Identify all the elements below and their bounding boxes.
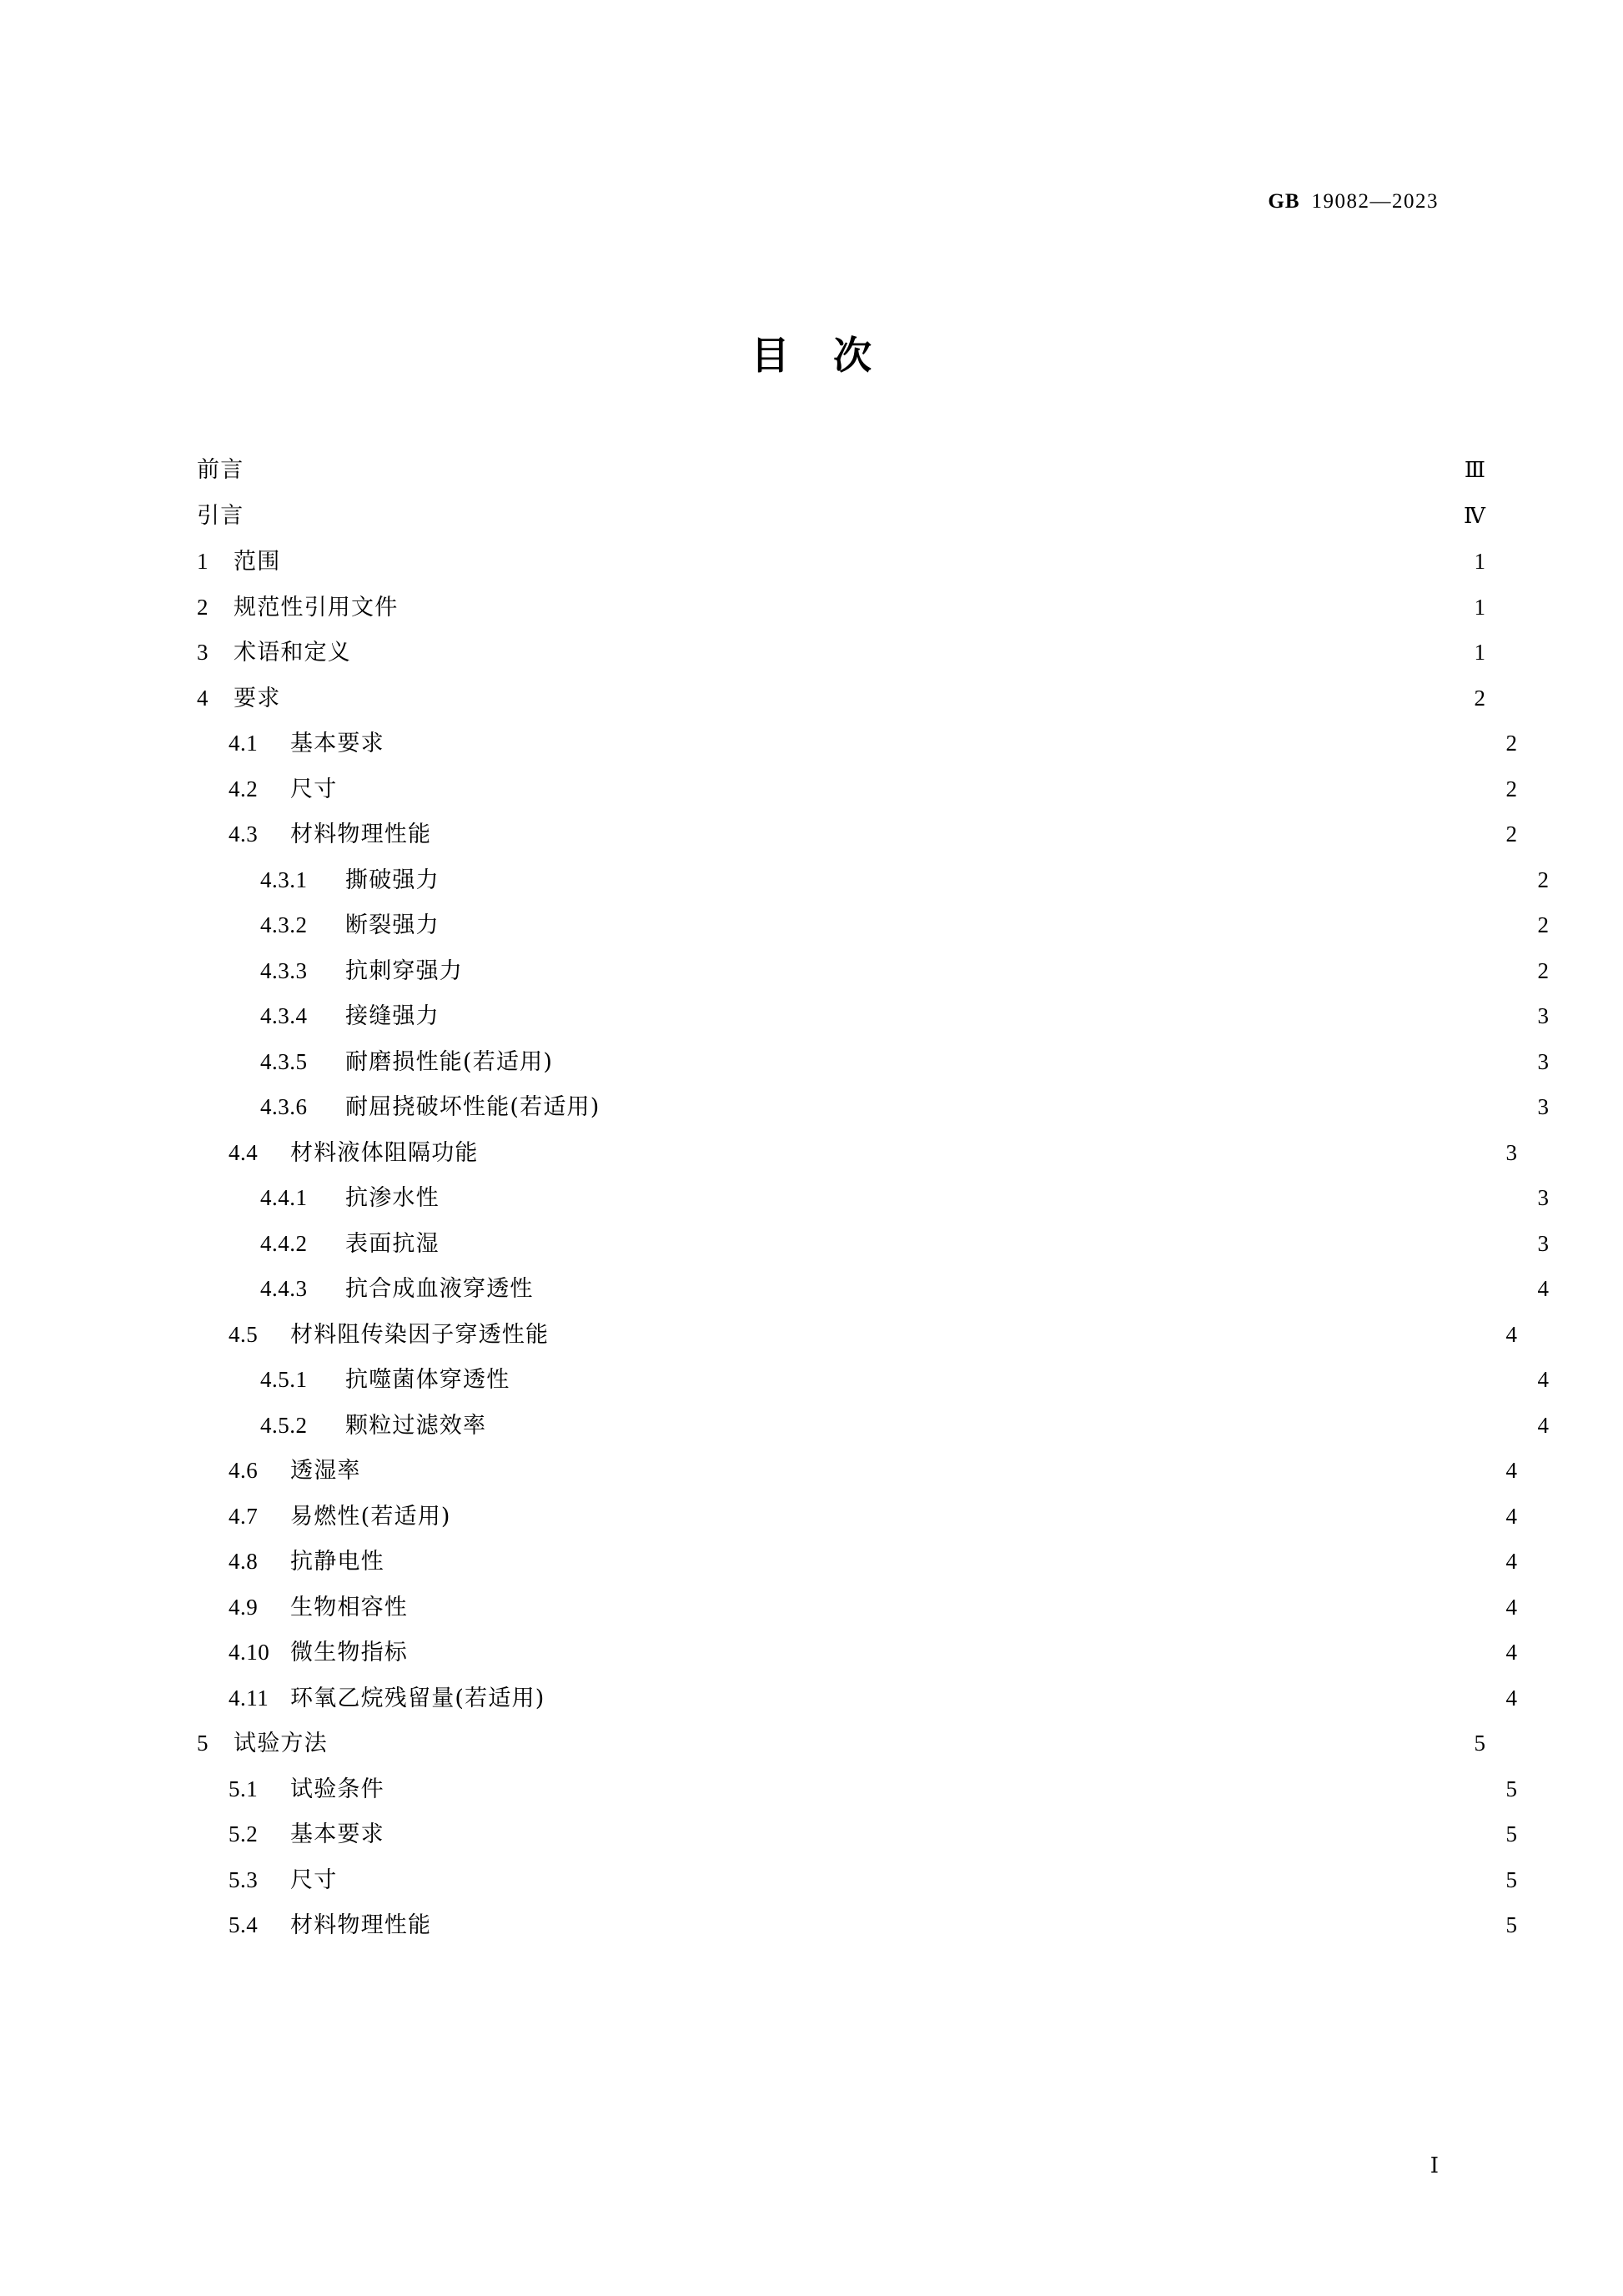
toc-entry-page-number: 4: [1537, 1276, 1549, 1301]
toc-entry-page-number: 4: [1505, 1640, 1517, 1665]
toc-entry-label: 材料液体阻隔功能: [290, 1139, 479, 1166]
toc-entry-page-number: 2: [1505, 731, 1517, 756]
toc-entry[interactable]: [197, 1266, 1549, 1312]
toc-entry-label: 表面抗湿: [345, 1230, 440, 1257]
toc-dot-leader: [254, 500, 1442, 523]
toc-dot-leader: [450, 1228, 1505, 1251]
toc-dot-leader: [371, 1455, 1474, 1478]
toc-entry-number: 4.3.4: [260, 1003, 308, 1028]
toc-entry[interactable]: [197, 630, 1485, 676]
toc-entry[interactable]: [197, 993, 1549, 1039]
toc-dot-leader: [290, 546, 1442, 569]
toc-entry-page-number: 4: [1505, 1685, 1517, 1711]
toc-entry-label: 范围: [234, 549, 281, 575]
toc-entry-page-number: 4: [1505, 1594, 1517, 1620]
toc-entry[interactable]: [197, 448, 1485, 494]
toc-dot-leader: [450, 1183, 1505, 1205]
toc-entry[interactable]: [197, 494, 1485, 540]
toc-entry-label: 耐屈挠破坏性能(若适用): [345, 1094, 600, 1120]
toc-dot-leader: [489, 1138, 1474, 1160]
toc-dot-leader: [555, 1683, 1474, 1706]
toc-dot-leader: [450, 865, 1505, 887]
toc-entry-page-number: 1: [1474, 594, 1485, 620]
toc-entry[interactable]: [197, 1039, 1549, 1085]
toc-entry-page-number: 2: [1537, 867, 1549, 892]
toc-entry-page-number: 1: [1474, 549, 1485, 574]
toc-entry-number: 4.11: [229, 1685, 269, 1711]
toc-entry-label: 规范性引用文件: [234, 594, 399, 620]
standard-number-header: [1268, 190, 1439, 214]
toc-entry-page-number: 5: [1474, 1731, 1485, 1756]
toc-entry-page-number: 4: [1537, 1412, 1549, 1438]
toc-entry-number: 4.5: [229, 1321, 259, 1347]
toc-entry-number: 1: [197, 549, 209, 574]
toc-entry-number: 4.3.1: [260, 867, 308, 892]
toc-entry[interactable]: [197, 1312, 1517, 1358]
toc-entry[interactable]: [197, 948, 1549, 994]
toc-dot-leader: [254, 455, 1442, 477]
toc-dot-leader: [361, 637, 1442, 660]
toc-entry-number: 4.8: [229, 1549, 259, 1574]
toc-entry-number: 5.3: [229, 1866, 259, 1892]
toc-entry[interactable]: [197, 1130, 1517, 1176]
toc-entry-page-number: 2: [1505, 821, 1517, 847]
toc-entry-page-number: 4: [1505, 1503, 1517, 1529]
toc-entry[interactable]: [197, 857, 1549, 903]
toc-dot-leader: [408, 592, 1442, 615]
toc-entry-number: 4.2: [229, 776, 259, 801]
toc-entry-label: 前言: [197, 457, 244, 483]
standard-number: 19082—2023: [1311, 190, 1439, 213]
toc-entry-number: 2: [197, 594, 209, 620]
toc-entry-label: 引言: [197, 502, 244, 529]
toc-entry-label: 尺寸: [290, 776, 338, 802]
toc-entry[interactable]: [197, 902, 1549, 948]
page-title-char-2: 次: [833, 334, 872, 377]
toc-entry[interactable]: [197, 676, 1485, 721]
toc-entry-page-number: 4: [1505, 1321, 1517, 1347]
toc-entry[interactable]: [197, 1630, 1517, 1676]
toc-entry-label: 接缝强力: [345, 1003, 440, 1029]
toc-entry-label: 断裂强力: [345, 912, 440, 938]
toc-entry-number: 4.6: [229, 1458, 259, 1483]
toc-entry[interactable]: [197, 1403, 1549, 1449]
toc-entry-label: 透湿率: [290, 1458, 361, 1484]
toc-entry-page-number: Ⅲ: [1464, 458, 1485, 482]
toc-entry[interactable]: [197, 585, 1485, 631]
toc-entry-label: 颗粒过滤效率: [345, 1412, 487, 1439]
toc-dot-leader: [441, 1910, 1474, 1932]
toc-entry-page-number: 2: [1537, 957, 1549, 983]
toc-dot-leader: [559, 1319, 1474, 1342]
toc-entry-page-number: 3: [1537, 1003, 1549, 1028]
toc-entry-page-number: 3: [1537, 1230, 1549, 1256]
toc-entry[interactable]: [197, 1721, 1485, 1766]
toc-dot-leader: [338, 1728, 1442, 1751]
toc-dot-leader: [544, 1274, 1505, 1296]
toc-dot-leader: [450, 910, 1505, 932]
page-footer-number: Ⅰ: [1430, 2153, 1439, 2178]
toc-entry-number: 4.4: [229, 1139, 259, 1165]
toc-dot-leader: [473, 956, 1505, 978]
toc-entry-number: 4.10: [229, 1640, 270, 1665]
toc-entry-number: 4.4.3: [260, 1276, 308, 1301]
toc-entry-label: 尺寸: [290, 1866, 338, 1893]
toc-entry-number: 4.5.2: [260, 1412, 308, 1438]
toc-entry-number: 4.3.3: [260, 957, 308, 983]
toc-dot-leader: [563, 1047, 1505, 1069]
toc-entry-number: 4: [197, 685, 209, 711]
toc-entry[interactable]: [197, 1766, 1517, 1812]
toc-dot-leader: [347, 1865, 1474, 1887]
toc-dot-leader: [347, 774, 1474, 796]
toc-dot-leader: [461, 1501, 1474, 1524]
toc-entry-label: 抗刺穿强力: [345, 957, 463, 984]
toc-entry-label: 撕破强力: [345, 867, 440, 893]
toc-entry-page-number: 3: [1537, 1185, 1549, 1210]
toc-dot-leader: [394, 1819, 1474, 1841]
toc-entry-number: 4.3.5: [260, 1048, 308, 1074]
toc-dot-leader: [418, 1592, 1474, 1615]
table-of-contents: [197, 448, 1549, 1948]
toc-entry-label: 抗合成血液穿透性: [345, 1276, 534, 1302]
toc-entry-label: 抗噬菌体穿透性: [345, 1367, 510, 1393]
toc-entry-page-number: 5: [1505, 1912, 1517, 1937]
toc-entry-label: 材料物理性能: [290, 1912, 432, 1938]
toc-entry-page-number: 4: [1505, 1458, 1517, 1483]
toc-entry[interactable]: [197, 1539, 1517, 1585]
toc-entry-page-number: 4: [1505, 1549, 1517, 1574]
toc-entry-page-number: Ⅳ: [1464, 503, 1485, 528]
toc-dot-leader: [418, 1637, 1474, 1660]
toc-entry-page-number: 3: [1537, 1094, 1549, 1119]
toc-entry[interactable]: [197, 1084, 1549, 1130]
toc-entry[interactable]: [197, 811, 1517, 857]
toc-dot-leader: [610, 1092, 1505, 1114]
toc-entry-number: 4.1: [229, 731, 259, 756]
toc-entry[interactable]: [197, 1494, 1517, 1540]
toc-dot-leader: [520, 1364, 1505, 1387]
toc-dot-leader: [496, 1410, 1505, 1433]
toc-dot-leader: [394, 1546, 1474, 1569]
toc-dot-leader: [394, 1774, 1474, 1796]
toc-entry-page-number: 5: [1505, 1821, 1517, 1846]
toc-entry-label: 抗静电性: [290, 1549, 384, 1575]
toc-entry-page-number: 2: [1474, 685, 1485, 711]
toc-entry-number: 4.9: [229, 1594, 259, 1620]
toc-entry-label: 基本要求: [290, 1821, 384, 1847]
toc-entry[interactable]: [197, 1902, 1517, 1948]
toc-entry-label: 材料物理性能: [290, 821, 432, 847]
toc-entry[interactable]: [197, 721, 1517, 766]
toc-entry-number: 4.4.1: [260, 1185, 308, 1210]
toc-entry-number: 3: [197, 640, 209, 665]
toc-entry[interactable]: [197, 1175, 1549, 1221]
toc-entry[interactable]: [197, 1448, 1517, 1494]
toc-entry-label: 材料阻传染因子穿透性能: [290, 1321, 550, 1348]
toc-entry-label: 基本要求: [290, 731, 384, 756]
toc-entry-label: 微生物指标: [290, 1640, 408, 1665]
toc-entry-label: 抗渗水性: [345, 1185, 440, 1211]
toc-entry-page-number: 2: [1537, 912, 1549, 937]
toc-entry-label: 生物相容性: [290, 1594, 408, 1620]
toc-entry-label: 环氧乙烷残留量(若适用): [290, 1685, 545, 1711]
page-title-char-1: 目: [751, 334, 790, 377]
toc-dot-leader: [394, 728, 1474, 751]
toc-entry-label: 试验条件: [290, 1776, 384, 1802]
toc-entry-number: 4.3.6: [260, 1094, 308, 1119]
toc-entry-label: 易燃性(若适用): [290, 1503, 451, 1530]
toc-entry-page-number: 4: [1537, 1367, 1549, 1392]
toc-entry-number: 5: [197, 1731, 209, 1756]
toc-entry[interactable]: [197, 1357, 1549, 1403]
toc-entry-label: 耐磨损性能(若适用): [345, 1048, 554, 1075]
toc-entry[interactable]: [197, 1585, 1517, 1630]
toc-entry-number: 4.3.2: [260, 912, 308, 937]
toc-entry-number: 4.5.1: [260, 1367, 308, 1392]
toc-entry-page-number: 3: [1505, 1139, 1517, 1165]
toc-entry-number: 5.2: [229, 1821, 259, 1846]
toc-entry-page-number: 5: [1505, 1776, 1517, 1801]
toc-entry-page-number: 5: [1505, 1866, 1517, 1892]
toc-entry[interactable]: [197, 1221, 1549, 1267]
toc-entry-number: 4.3: [229, 821, 259, 847]
standard-prefix: GB: [1268, 190, 1300, 213]
toc-entry[interactable]: [197, 1676, 1517, 1721]
toc-dot-leader: [290, 683, 1442, 706]
toc-entry-number: 5.4: [229, 1912, 259, 1937]
toc-entry-page-number: 2: [1505, 776, 1517, 801]
toc-entry-label: 术语和定义: [234, 640, 351, 666]
toc-entry-page-number: 3: [1537, 1048, 1549, 1074]
toc-dot-leader: [450, 1001, 1505, 1023]
toc-entry-label: 试验方法: [234, 1731, 328, 1756]
toc-entry[interactable]: [197, 539, 1485, 585]
toc-entry[interactable]: [197, 1857, 1517, 1903]
toc-entry-number: 4.4.2: [260, 1230, 308, 1256]
toc-entry-label: 要求: [234, 685, 281, 711]
toc-entry-number: 4.7: [229, 1503, 259, 1529]
toc-entry[interactable]: [197, 1811, 1517, 1857]
page-title: [0, 325, 1623, 380]
toc-entry-page-number: 1: [1474, 640, 1485, 665]
toc-entry[interactable]: [197, 766, 1517, 812]
toc-entry-number: 5.1: [229, 1776, 259, 1801]
toc-dot-leader: [441, 819, 1474, 842]
